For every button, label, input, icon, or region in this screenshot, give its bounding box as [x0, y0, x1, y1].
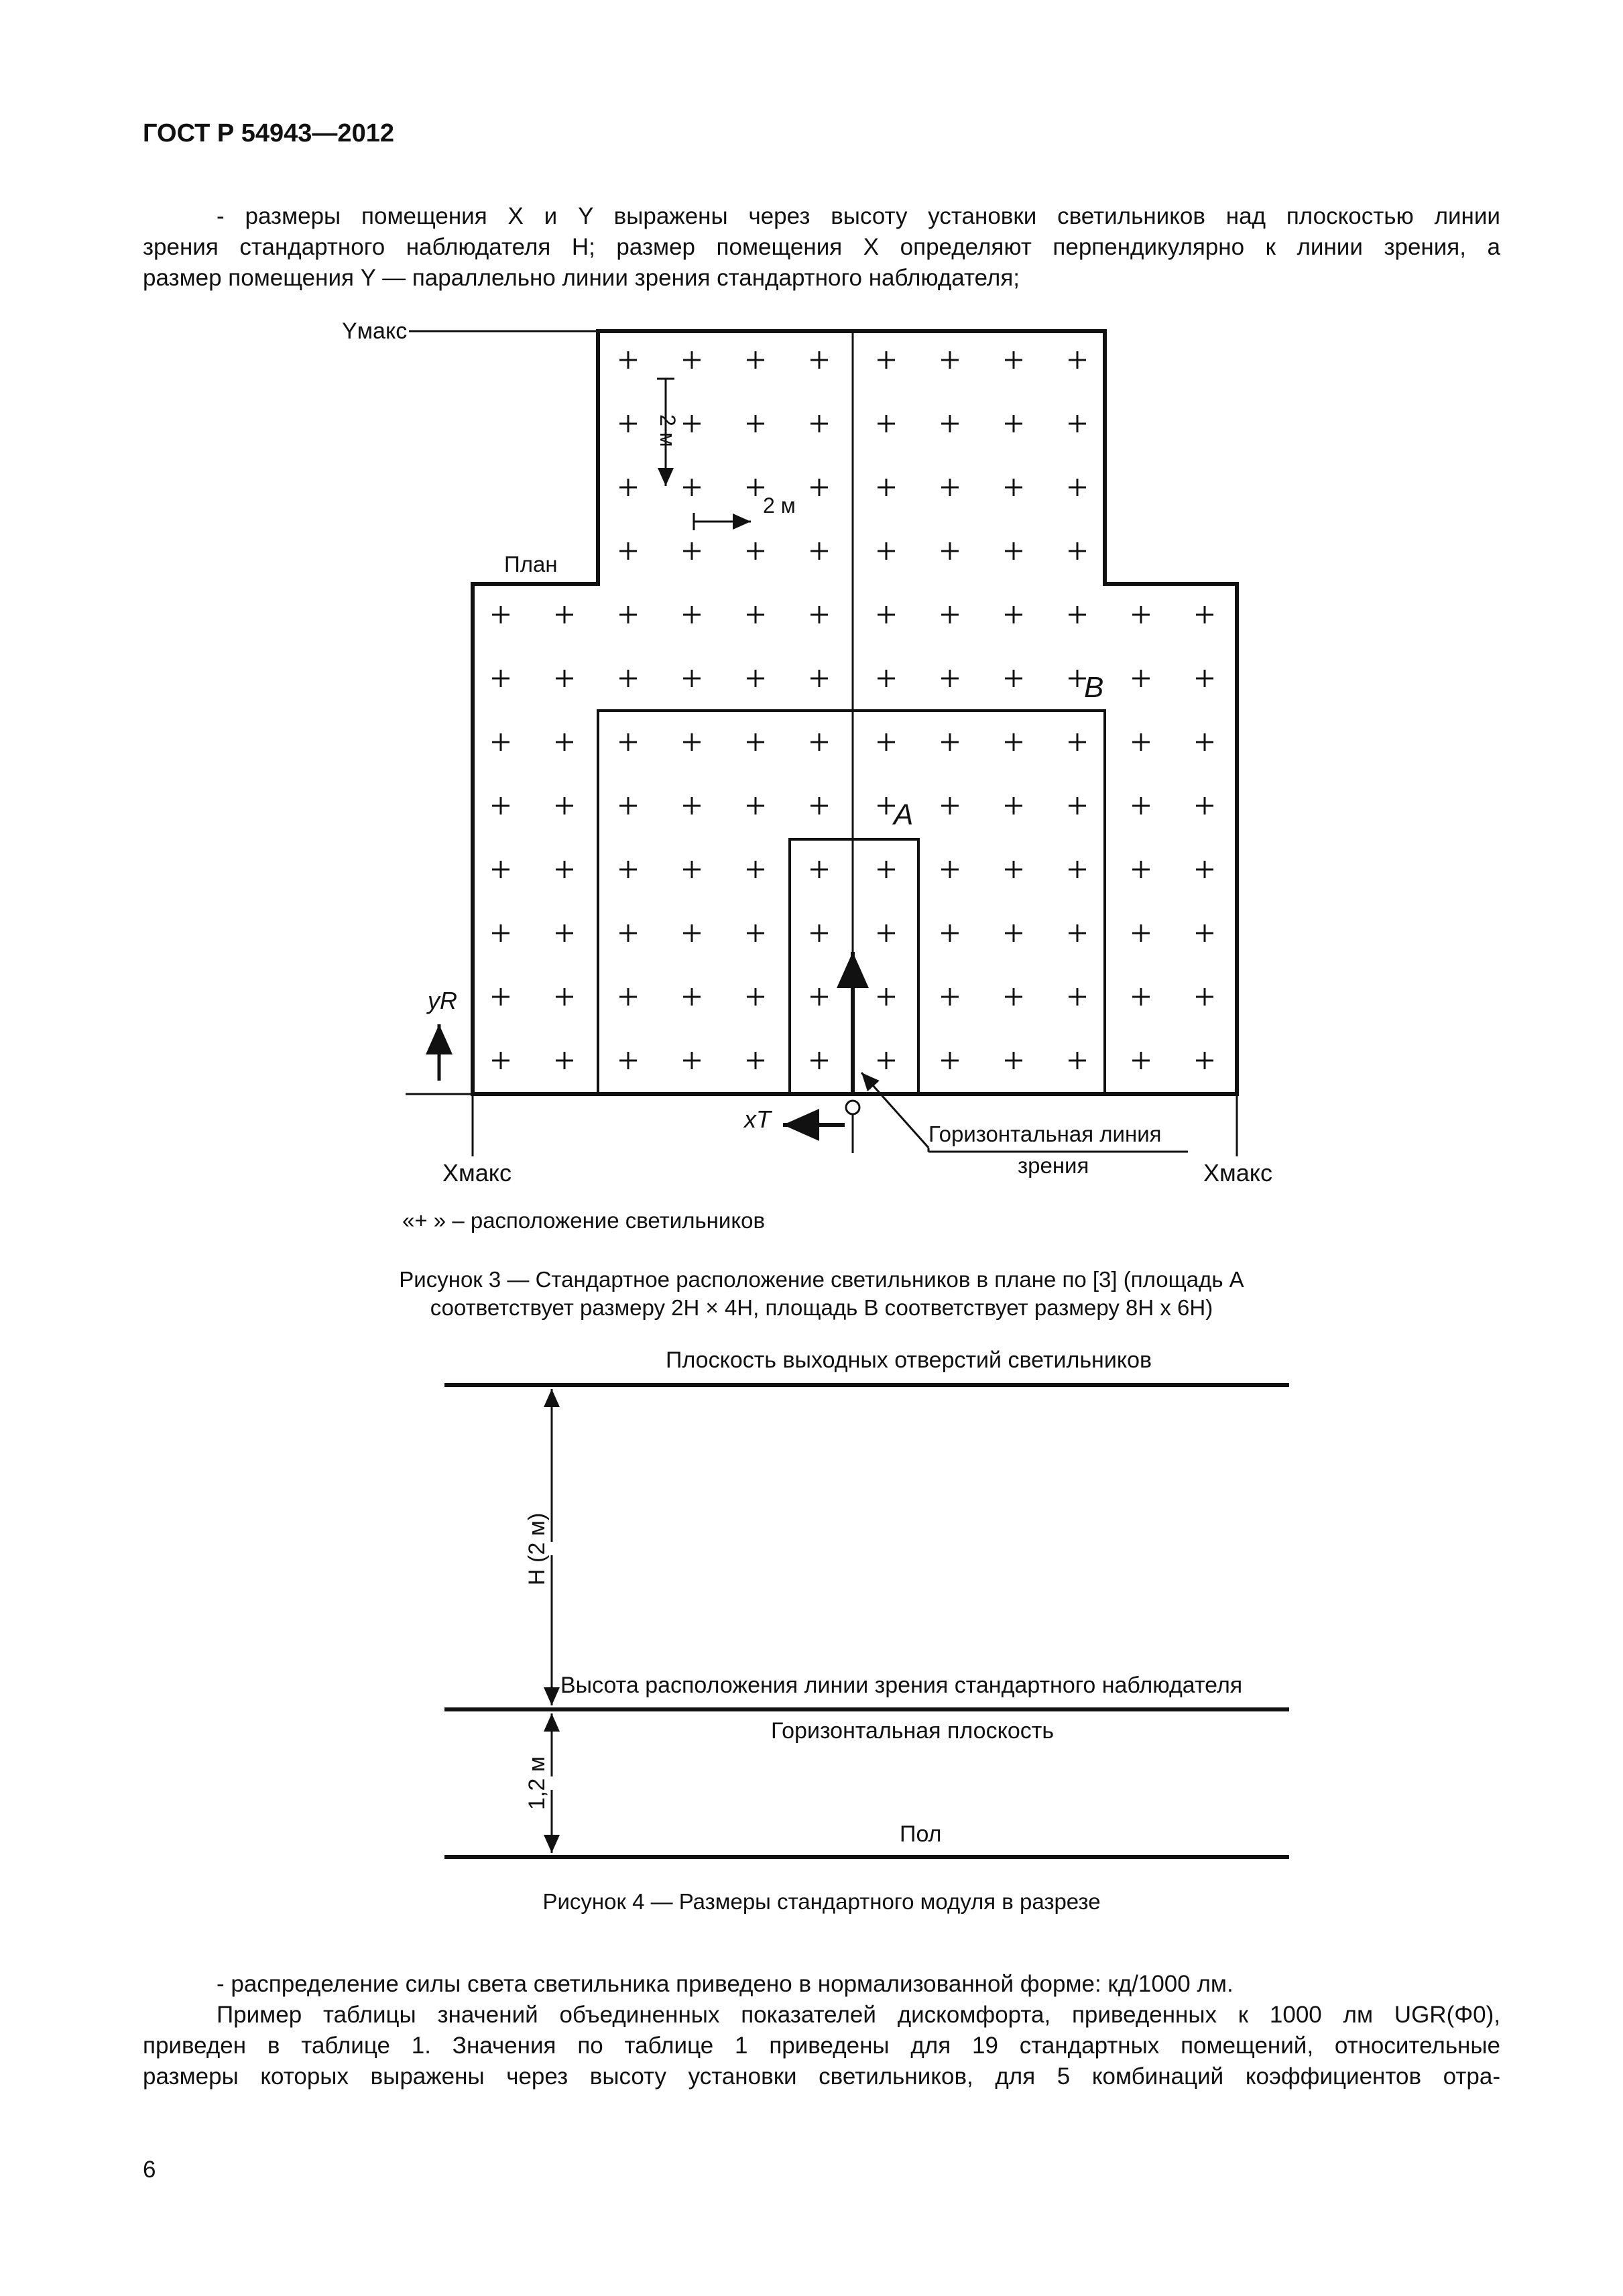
eye-height-label: Высота расположения линии зрения стандартного наблюдателя: [560, 1673, 1243, 1698]
callout-line-1: Горизонтальная линия: [928, 1122, 1162, 1146]
plan-label: План: [504, 552, 558, 577]
luminaire-plane-label: Плоскость выходных отверстий светильников: [666, 1347, 1152, 1373]
dim-vertical-label: 2 м: [656, 414, 680, 447]
dim-horizontal-label: 2 м: [763, 493, 796, 518]
body-line-2: Пример таблицы значений объединенных показателей дискомфорта, приведенных к 1000 лм UGR(Φ0),: [217, 2002, 1500, 2028]
callout-line-2: зрения: [1018, 1153, 1089, 1178]
page-number: 6: [143, 2157, 156, 2183]
figure-3-legend: «+ » – расположение светильников: [402, 1208, 766, 1233]
area-b-label: B: [1084, 671, 1104, 704]
y-r-label: yR: [428, 987, 457, 1014]
intro-line-3: размер помещения Y — параллельно линии зрения стандартного наблюдателя;: [143, 265, 1020, 291]
document-header: ГОСТ Р 54943—2012: [143, 119, 394, 147]
intro-line-1: - размеры помещения X и Y выражены через высоту установки светильников над плоскостью линии: [217, 203, 1500, 229]
body-line-1: - распределение силы света светильника приведено в нормализованной форме: кд/1000 лм.: [217, 1971, 1234, 1997]
floor-label: Пол: [900, 1821, 942, 1847]
figure-3-caption-line-1: Рисунок 3 — Стандартное расположение светильников в плане по [3] (площадь A: [399, 1267, 1244, 1292]
body-line-3: приведен в таблице 1. Значения по таблице 1 приведены для 19 стандартных помещений, относительные: [143, 2033, 1500, 2059]
x-max-left-label: Xмакс: [442, 1159, 512, 1187]
body-line-4: размеры которых выражены через высоту установки светильников, для 5 комбинаций коэффициентов отра-: [143, 2063, 1500, 2090]
y-max-label: Yмакс: [342, 318, 408, 344]
eye-dim-label: 1,2 м: [524, 1756, 550, 1810]
figure-4-caption: Рисунок 4 — Размеры стандартного модуля в разрезе: [542, 1889, 1101, 1914]
horizontal-plane-label: Горизонтальная плоскость: [771, 1718, 1055, 1744]
body-paragraph: [143, 1969, 1500, 2092]
x-t-label: xT: [744, 1105, 771, 1133]
h-dim-label: H (2 м): [524, 1512, 550, 1585]
figure-3-caption-line-2: соответствует размеру 2H × 4H, площадь B соответствует размеру 8H x 6H): [430, 1295, 1213, 1320]
area-a-label: A: [894, 798, 914, 831]
x-max-right-label: Xмакс: [1203, 1159, 1272, 1187]
intro-line-2: зрения стандартного наблюдателя H; размер помещения X определяют перпендикулярно к линии зрения, а: [143, 234, 1500, 260]
